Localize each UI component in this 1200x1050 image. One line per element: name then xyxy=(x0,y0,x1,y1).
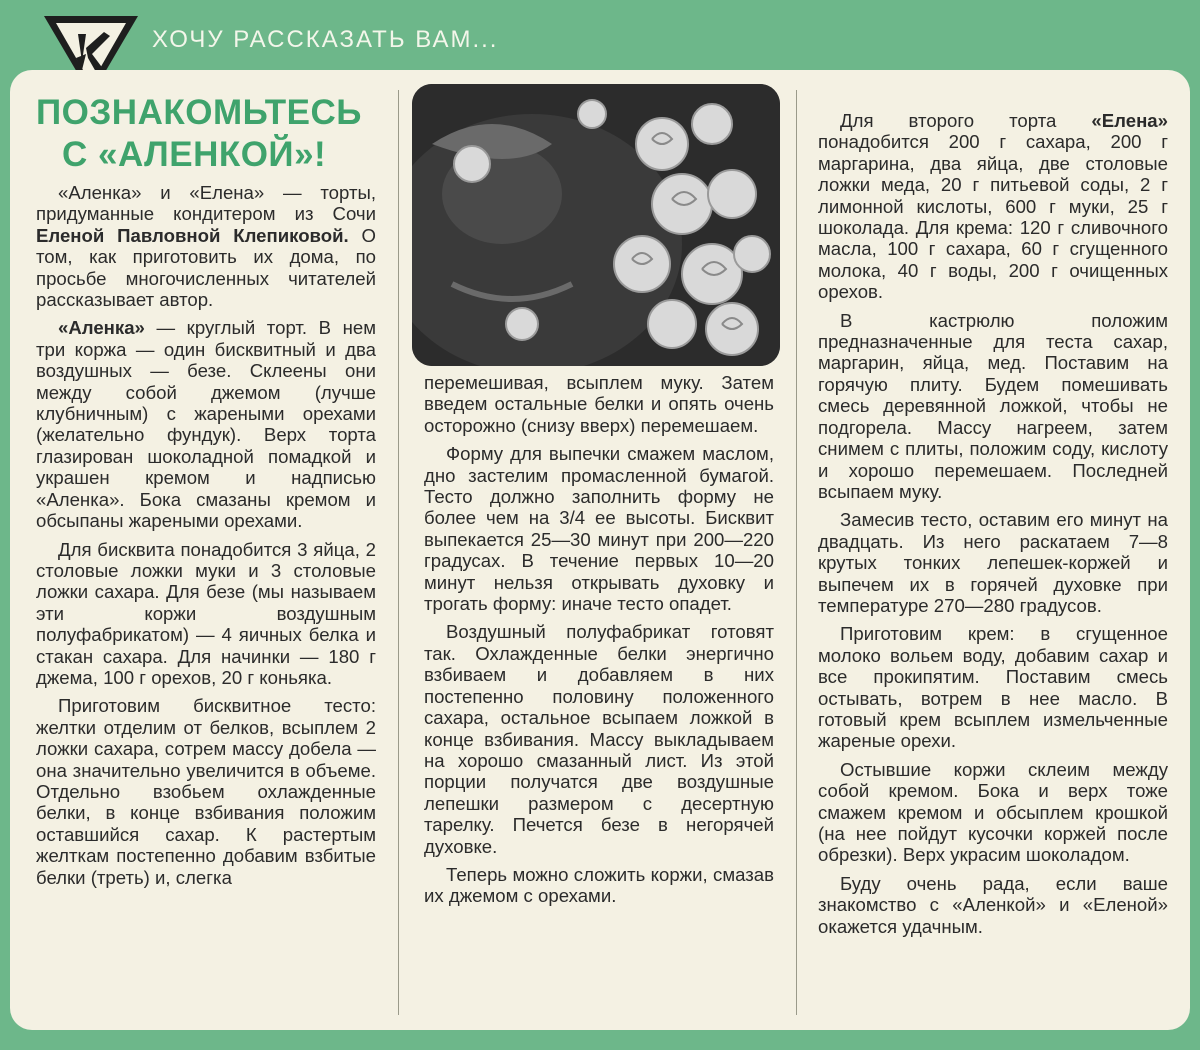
paragraph-text: — круглый торт. В нем три коржа — один бисквитный и два воздушных — безе. Склеены они между собой джемом (лучше клубничным) с жареными орехами (желательно фундук). Верх торта глазирован шоколадной помадкой и украшен кремом и надписью «Аленка». Бока смазаны кремом и обсыпаны жареными орехами. xyxy=(36,317,376,532)
paragraph-text: понадобится 200 г сахара, 200 г маргарина, два яйца, две столовые ложки меда, 20 г питьевой соды, 2 г лимонной кислоты, 600 г муки, 25 г шоколада. Для крема: 120 г сливочного масла, 100 г сахара, 60 г сгущенного молока, 40 г воды, 200 г очищенных орехов. xyxy=(818,131,1168,303)
paragraph: Для бисквита понадобится 3 яйца, 2 столовые ложки муки и 3 столовые ложки сахара. Для безе (мы называем эти коржи воздушным полуфабрикатом) — 4 яичных белка и стакан сахара. Для начинки — 180 г джема, 100 г орехов, 20 г коньяка. xyxy=(36,538,376,688)
paragraph: Приготовим бисквитное тесто: желтки отделим от белков, всыплем 2 ложки сахара, сотрем массу добела — она значительно увеличится в объеме. Отдельно взобьем охлажденные белки, в конце взбивания положим оставшийся сахар. К растертым желткам постепенно добавим взбитые белки (треть) и, слегка xyxy=(36,695,376,888)
column-divider-2 xyxy=(796,90,797,1015)
cake-name: «Аленка» xyxy=(58,317,145,339)
paragraph: Замесив тесто, оставим его минут на двадцать. Из него раскатаем 7—8 крутых тонких лепешек-коржей и выпечем их в горячей духовке при температуре 270—280 градусов. xyxy=(818,509,1168,616)
author-name: Еленой Павловной Клепиковой. xyxy=(36,224,349,246)
paragraph: перемешивая, всыплем муку. Затем введем остальные белки и опять очень осторожно (снизу вверх) перемешаем. xyxy=(424,372,774,436)
paragraph: В кастрюлю положим предназначенные для теста сахар, маргарин, яйца, мед. Поставим на горячую плиту. Будем помешивать смесь деревянной ложкой, чтобы не подгорела. Массу нагреем, затем снимем с плиты, положим соду, кислоту и хорошо перемешаем. Последней всыпаем муку. xyxy=(818,309,1168,502)
paragraph: Форму для выпечки смажем маслом, дно застелим промасленной бумагой. Тесто должно заполнить форму не более чем на 3/4 ее высоты. Бисквит выпекается 25—30 минут при 200—220 градусах. В течение первых 10—20 минут нельзя открывать духовку и трогать форму: иначе тесто опадет. xyxy=(424,443,774,615)
paragraph xyxy=(818,110,1168,303)
paragraph: Теперь можно сложить коржи, смазав их джемом с орехами. xyxy=(424,863,774,907)
paragraph-text: Для второго торта xyxy=(840,110,1092,131)
article-column-3 xyxy=(818,110,1168,937)
paragraph: Приготовим крем: в сгущенное молоко вольем воду, добавим сахар и все прокипятим. Поставим смесь остывать, вотрем в нее масло. В готовый крем всыплем измельченные жареные орехи. xyxy=(818,623,1168,752)
article-headline xyxy=(36,92,362,176)
cake-name: «Елена» xyxy=(1091,110,1168,131)
paragraph xyxy=(36,317,376,531)
cake-with-roses-photo xyxy=(412,84,780,366)
headline-line-1: ПОЗНАКОМЬТЕСЬ xyxy=(36,93,362,132)
paragraph: Воздушный полуфабрикат готовят так. Охлажденные белки энергично взбиваем и добавляем в них постепенно половину положенного сахара, остальное всыпаем ложкой в конце взбивания. Массу выкладываем на хорошо смазанный лист. Из этой порции получатся две воздушные лепешки размером с десертную тарелку. Печется безе в негорячей духовке. xyxy=(424,621,774,857)
paragraph-text: О том, как приготовить их дома, по просьбе многочисленных читателей рассказывает автор. xyxy=(36,224,376,311)
paragraph: Буду очень рада, если ваше знакомство с «Аленкой» и «Еленой» окажется удачным. xyxy=(818,872,1168,937)
article-column-1 xyxy=(36,182,376,888)
rubric-title: ХОЧУ РАССКАЗАТЬ ВАМ... xyxy=(152,26,499,53)
article-column-2 xyxy=(424,372,774,907)
paragraph-text: «Аленка» и «Елена» — торты, придуманные кондитером из Сочи xyxy=(36,182,376,225)
paragraph: Остывшие коржи склеим между собой кремом. Бока и верх тоже смажем кремом и обсыплем крошкой (на нее пойдут кусочки коржей после обрезки). Верх украсим шоколадом. xyxy=(818,758,1168,866)
paragraph xyxy=(36,182,376,310)
column-divider-1 xyxy=(398,90,399,1015)
headline-line-2: С «АЛЕНКОЙ»! xyxy=(62,135,327,174)
